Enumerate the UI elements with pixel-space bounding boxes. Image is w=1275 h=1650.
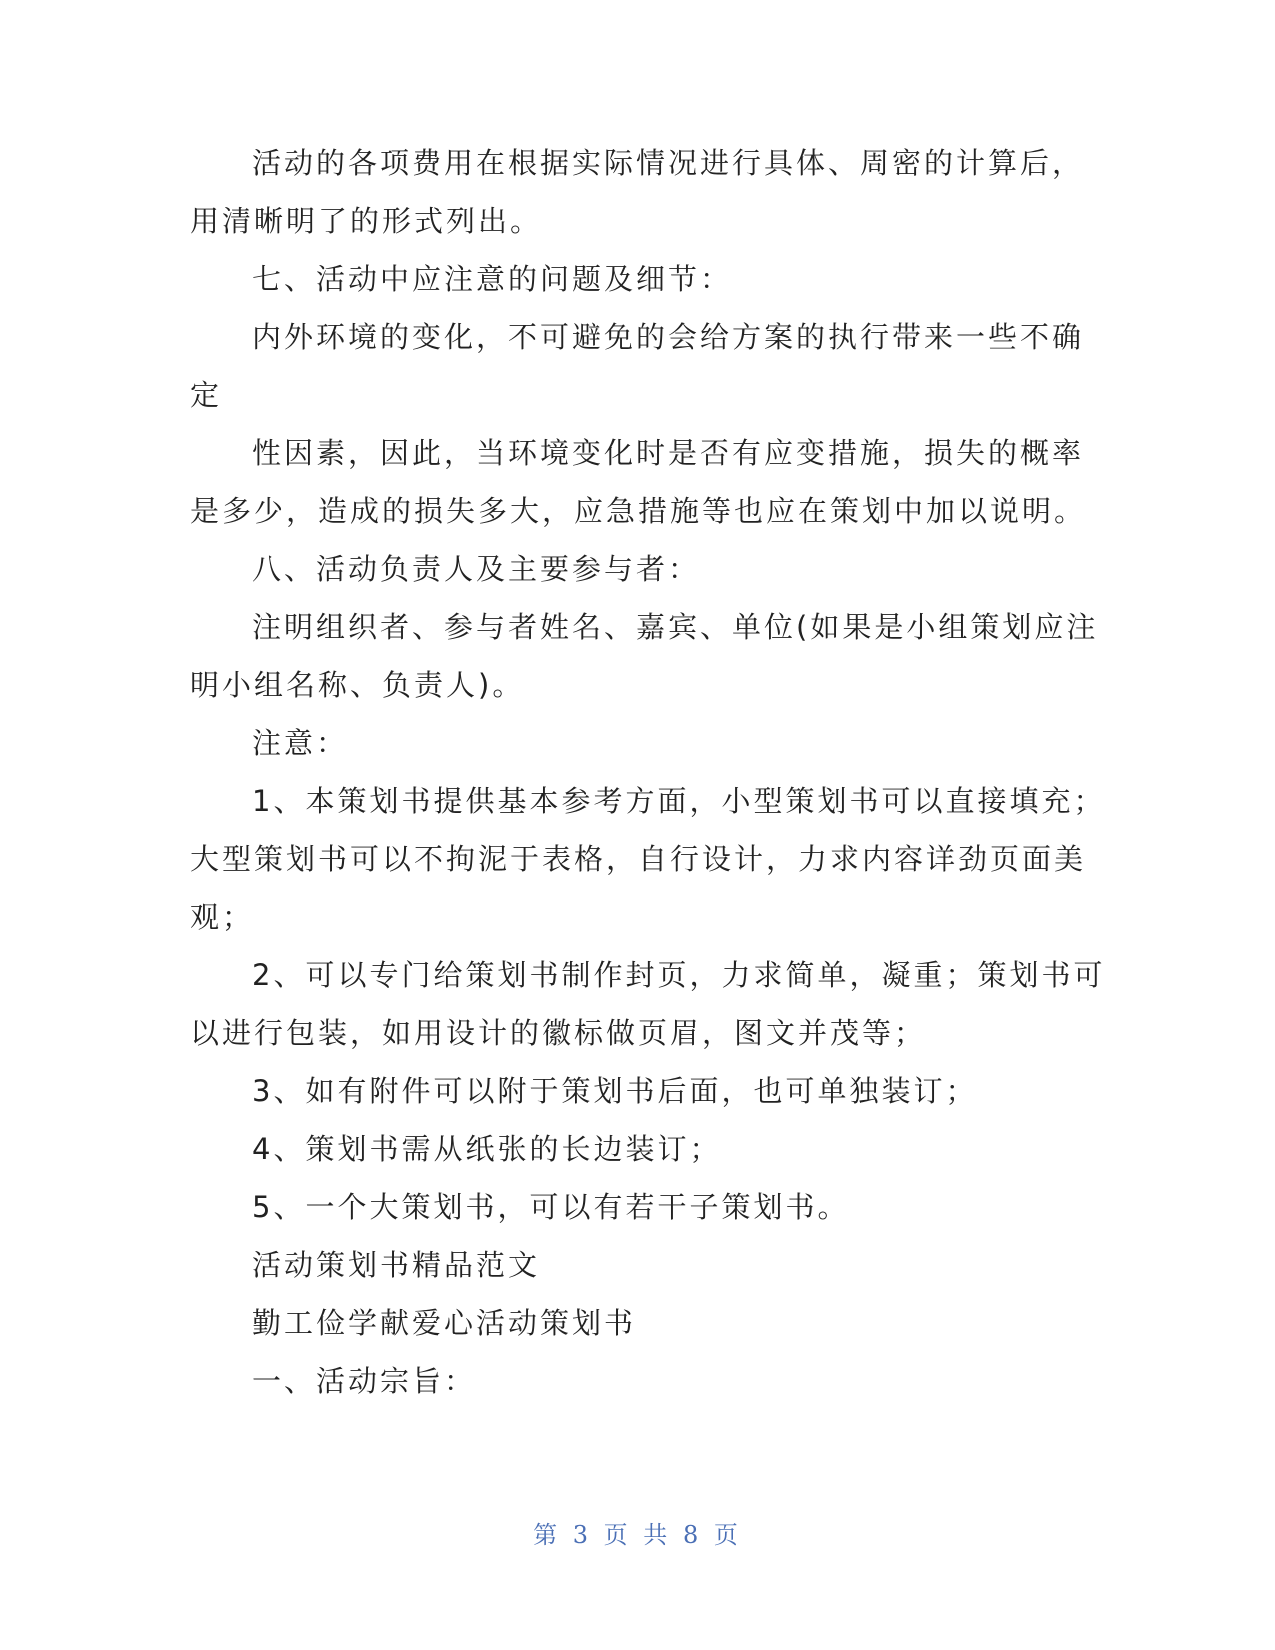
- body-line: 注明组织者、参与者姓名、嘉宾、单位(如果是小组策划应注: [252, 610, 1099, 644]
- body-line: 用清晰明了的形式列出。: [190, 204, 543, 238]
- body-line: 定: [190, 378, 223, 412]
- body-line: 大型策划书可以不拘泥于表格，自行设计，力求内容详劲页面美: [190, 842, 1087, 876]
- list-item: 5、一个大策划书，可以有若干子策划书。: [252, 1190, 850, 1224]
- section-heading: 八、活动负责人及主要参与者：: [252, 552, 701, 586]
- list-item: 1、本策划书提供基本参考方面，小型策划书可以直接填充；: [252, 784, 1106, 818]
- note-heading: 注意：: [252, 726, 349, 760]
- list-item: 2、可以专门给策划书制作封页，力求简单，凝重；策划书可: [252, 958, 1106, 992]
- section-heading: 一、活动宗旨：: [252, 1364, 477, 1398]
- body-line: 观；: [190, 900, 255, 934]
- body-line: 明小组名称、负责人)。: [190, 668, 525, 702]
- doc-title: 活动策划书精品范文: [252, 1248, 541, 1282]
- list-item: 3、如有附件可以附于策划书后面，也可单独装订；: [252, 1074, 978, 1108]
- list-item: 4、策划书需从纸张的长边装订；: [252, 1132, 722, 1166]
- page-number: 第 3 页 共 8 页: [533, 1521, 742, 1549]
- doc-subtitle: 勤工俭学献爱心活动策划书: [252, 1306, 637, 1340]
- section-heading: 七、活动中应注意的问题及细节：: [252, 262, 733, 296]
- body-line: 活动的各项费用在根据实际情况进行具体、周密的计算后，: [252, 146, 1085, 180]
- body-line: 性因素，因此，当环境变化时是否有应变措施，损失的概率: [252, 436, 1085, 470]
- body-line: 内外环境的变化，不可避免的会给方案的执行带来一些不确: [252, 320, 1085, 354]
- body-line: 以进行包装，如用设计的徽标做页眉，图文并茂等；: [190, 1016, 927, 1050]
- body-line: 是多少，造成的损失多大，应急措施等也应在策划中加以说明。: [190, 494, 1087, 528]
